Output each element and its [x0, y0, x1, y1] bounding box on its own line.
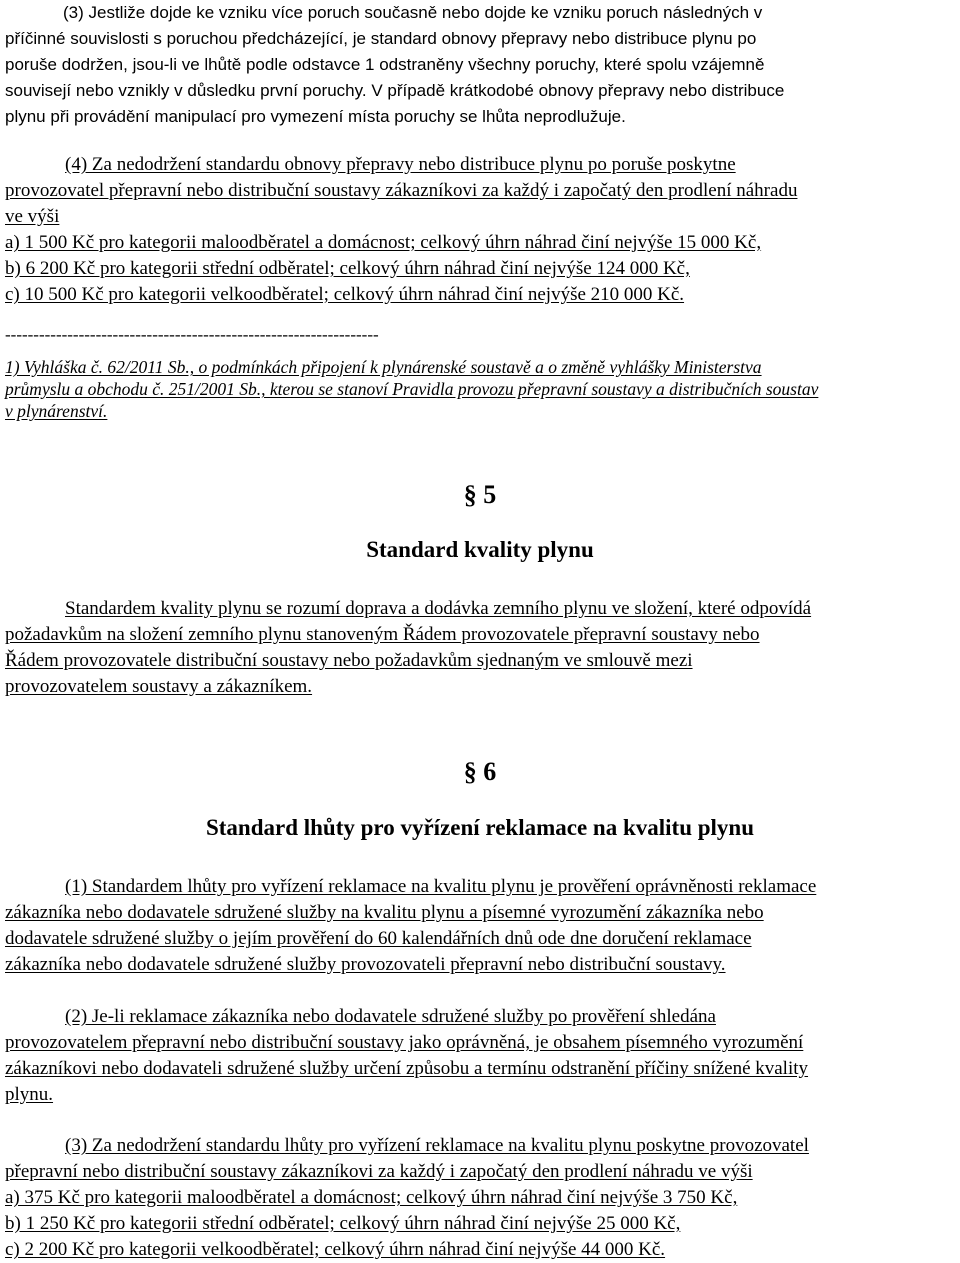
list-item-b: b) 1 250 Kč pro kategorii střední odběratel; celkový úhrn náhrad činí nejvýše 25 000 Kč, [5, 1213, 681, 1234]
paragraph-line: zákazníka nebo dodavatele sdružené služby na kvalitu plynu a písemné vyrozumění zákazníka nebo [5, 902, 764, 923]
paragraph-line: Standardem kvality plynu se rozumí doprava a dodávka zemního plynu ve složení, které odpovídá [65, 598, 812, 619]
list-item-a: a) 375 Kč pro kategorii maloodběratel a domácnost; celkový úhrn náhrad činí nejvýše 3 750 Kč, [5, 1187, 738, 1208]
section-6-paragraph-1 [5, 874, 955, 978]
paragraph-line: ve výši [5, 206, 60, 227]
paragraph-3 [5, 0, 955, 130]
paragraph-4 [5, 152, 955, 308]
section-6-paragraph-2 [5, 1004, 955, 1108]
paragraph-line: přepravní nebo distribuční soustavy zákazníkovi za každý i započatý den prodlení náhradu ve výši [5, 1161, 753, 1182]
paragraph-line: plynu. [5, 1084, 54, 1105]
paragraph-line: (3) Jestliže dojde ke vzniku více poruch současně nebo dojde ke vzniku poruch následných v [63, 3, 763, 22]
footnote-line: 1) Vyhláška č. 62/2011 Sb., o podmínkách připojení k plynárenské soustavě a o změně vyhlášky Ministerstva [5, 357, 762, 377]
paragraph-line: provozovatelem soustavy a zákazníkem. [5, 676, 313, 697]
footnote-line: průmyslu a obchodu č. 251/2001 Sb., kterou se stanoví Pravidla provozu přepravní soustavy a distribučních soustav [5, 379, 819, 399]
footnote-line: v plynárenství. [5, 401, 108, 421]
paragraph-line: poruše dodržen, jsou-li ve lhůtě podle odstavce 1 odstraněny všechny poruchy, které spolu vzájemně [5, 55, 765, 74]
paragraph-line: zákazníka nebo dodavatele sdružené služby provozovateli přepravní nebo distribuční soustavy. [5, 954, 726, 975]
section-5-title: Standard kvality plynu [366, 537, 594, 562]
paragraph-line: provozovatel přepravní nebo distribuční soustavy zákazníkovi za každý i započatý den prodlení náhradu [5, 180, 798, 201]
paragraph-line: dodavatele sdružené služby o jejím prověření do 60 kalendářních dnů ode dne doručení reklamace [5, 928, 752, 949]
paragraph-line: (4) Za nedodržení standardu obnovy přepravy nebo distribuce plynu po poruše poskytne [65, 154, 736, 175]
paragraph-line: (1) Standardem lhůty pro vyřízení reklamace na kvalitu plynu je prověření oprávněnosti reklamace [65, 876, 817, 897]
list-item-b: b) 6 200 Kč pro kategorii střední odběratel; celkový úhrn náhrad činí nejvýše 124 000 Kč, [5, 258, 690, 279]
section-5-number: § 5 [463, 480, 497, 509]
list-item-c: c) 10 500 Kč pro kategorii velkoodběratel; celkový úhrn náhrad činí nejvýše 210 000 Kč. [5, 284, 685, 305]
paragraph-line: plynu při provádění manipulací pro vymezení místa poruchy se lhůta neprodlužuje. [5, 107, 626, 126]
paragraph-line: souvisejí nebo vznikly v důsledku první poruchy. V případě krátkodobé obnovy přepravy nebo distribuce [5, 81, 785, 100]
paragraph-line: Řádem provozovatele distribuční soustavy nebo požadavkům sjednaným ve smlouvě mezi [5, 650, 693, 671]
section-5-paragraph [5, 596, 955, 700]
footnote-separator: ------------------------------------------------------------------ [5, 325, 379, 344]
paragraph-line: (3) Za nedodržení standardu lhůty pro vyřízení reklamace na kvalitu plynu poskytne provozovatel [65, 1135, 809, 1156]
section-6-paragraph-3 [5, 1133, 955, 1263]
list-item-a: a) 1 500 Kč pro kategorii maloodběratel a domácnost; celkový úhrn náhrad činí nejvýše 15 000 Kč, [5, 232, 762, 253]
paragraph-line: (2) Je-li reklamace zákazníka nebo dodavatele sdružené služby po prověření shledána [65, 1006, 716, 1027]
paragraph-line: zákazníkovi nebo dodavateli sdružené služby určení způsobu a termínu odstranění příčiny snížené kvality [5, 1058, 809, 1079]
paragraph-line: příčinné souvislosti s poruchou předcházející, je standard obnovy přepravy nebo distribuce plynu po [5, 29, 757, 48]
footnote [5, 356, 955, 422]
paragraph-line: požadavkům na složení zemního plynu stanoveným Řádem provozovatele přepravní soustavy nebo [5, 624, 760, 645]
paragraph-line: provozovatelem přepravní nebo distribuční soustavy jako oprávněná, je obsahem písemného vyrozumění [5, 1032, 804, 1053]
section-6-number: § 6 [463, 757, 497, 786]
list-item-c: c) 2 200 Kč pro kategorii velkoodběratel; celkový úhrn náhrad činí nejvýše 44 000 Kč. [5, 1239, 666, 1260]
section-6-title: Standard lhůty pro vyřízení reklamace na kvalitu plynu [205, 815, 755, 840]
